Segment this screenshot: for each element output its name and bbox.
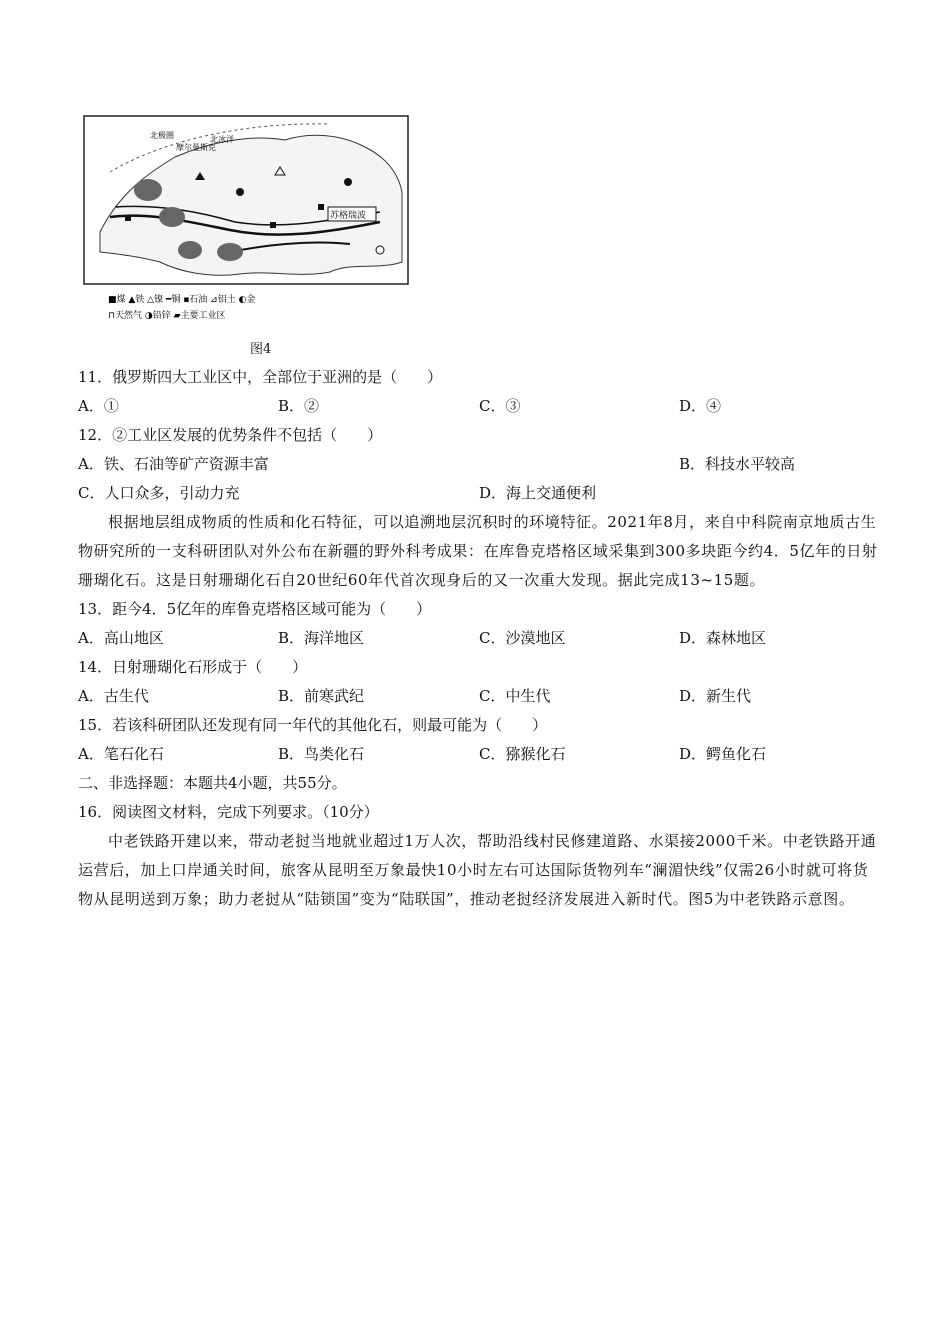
polar-circle-label: 北极圈	[150, 131, 174, 140]
legend-row-1: ■煤 ▲铁 △镍 ━铜 ▪石油 ⊿铝土 ◐金	[108, 295, 256, 305]
q11-options	[78, 392, 878, 421]
q11-option-c[interactable]: C．③	[479, 397, 521, 415]
q14-option-c[interactable]: C．中生代	[479, 687, 551, 705]
industrial-region-2	[159, 207, 185, 227]
q13-option-a[interactable]: A．高山地区	[78, 629, 164, 647]
q15-stem: 15．若该科研团队还发现有同一年代的其他化石，则最可能为（ ）	[78, 716, 548, 734]
murmansk-label: 摩尔曼斯克	[176, 143, 216, 152]
q13-option-d[interactable]: D．森林地区	[679, 629, 767, 647]
industrial-region-1	[134, 179, 162, 201]
q11-option-d[interactable]: D．④	[679, 397, 722, 415]
legend-row-2: ⊓天然气 ◑铅锌 ▰主要工业区	[108, 311, 226, 321]
q13-option-b[interactable]: B．海洋地区	[278, 629, 365, 647]
q14-option-b[interactable]: B．前寒武纪	[278, 687, 365, 705]
q15-option-c[interactable]: C．猕猴化石	[479, 745, 566, 763]
questions-block	[78, 363, 878, 914]
region-label-text: 苏格瑞波	[330, 211, 367, 221]
q12-option-a[interactable]: A．铁、石油等矿产资源丰富	[78, 455, 269, 473]
q15-options	[78, 740, 878, 769]
q13-option-c[interactable]: C．沙漠地区	[479, 629, 566, 647]
q12-option-b[interactable]: B．科技水平较高	[679, 455, 796, 473]
passage-railway	[78, 827, 878, 914]
q11-option-a[interactable]: A．①	[78, 397, 119, 415]
figure-caption: 图4	[250, 342, 272, 357]
russia-industry-map	[80, 112, 412, 337]
coal-marker	[125, 215, 131, 221]
q14-option-d[interactable]: D．新生代	[679, 687, 752, 705]
q12-options-row2	[78, 479, 878, 508]
arctic-ocean-label: 北冰洋	[210, 135, 234, 144]
q15-option-a[interactable]: A．笔石化石	[78, 745, 164, 763]
q14-stem: 14．日射珊瑚化石形成于（ ）	[78, 658, 308, 676]
passage-fossils	[78, 508, 878, 595]
map-svg	[80, 112, 412, 337]
gold-marker	[236, 188, 244, 196]
q12-options-row1	[78, 450, 878, 479]
coal-marker	[318, 204, 324, 210]
q14-options	[78, 682, 878, 711]
industrial-region-3	[178, 241, 202, 259]
q14-option-a[interactable]: A．古生代	[78, 687, 149, 705]
industrial-region-4	[217, 243, 243, 261]
q13-options	[78, 624, 878, 653]
gold-marker	[344, 178, 352, 186]
q12-option-d[interactable]: D．海上交通便利	[479, 484, 597, 502]
q11-stem: 11．俄罗斯四大工业区中，全部位于亚洲的是（ ）	[78, 368, 443, 386]
section-2-heading: 二、非选择题：本题共4小题，共55分。	[78, 774, 347, 792]
q11-option-b[interactable]: B．②	[278, 397, 320, 415]
q12-stem: 12．②工业区发展的优势条件不包括（ ）	[78, 426, 383, 444]
q15-option-b[interactable]: B．鸟类化石	[278, 745, 365, 763]
q13-stem: 13．距今4．5亿年的库鲁克塔格区域可能为（ ）	[78, 600, 432, 618]
q16-stem: 16．阅读图文材料，完成下列要求。（10分）	[78, 803, 379, 821]
coal-marker	[270, 222, 276, 228]
passage-fossils-text: 根据地层组成物质的性质和化石特征，可以追溯地层沉积时的环境特征。2021年8月，来自中科院南京地质古生物研究所的一支科研团队对外公布在新疆的野外科考成果：在库鲁克塔格区域采集到300多块距今约4．5亿年的日射珊瑚化石。这是日射珊瑚化石自20世纪60年代首次现身后的又一次重大发现。据此完成13~15题。	[78, 513, 878, 589]
passage-railway-text: 中老铁路开建以来，带动老挝当地就业超过1万人次，帮助沿线村民修建道路、水渠接2000千米。中老铁路开通运营后，加上口岸通关时间，旅客从昆明至万象最快10小时左右可达国际货物列车“澜湄快线”仅需26小时就可将货物从昆明送到万象；助力老挝从“陆锁国”变为“陆联国”，推动老挝经济发展进入新时代。图5为中老铁路示意图。	[78, 832, 877, 908]
q12-option-c[interactable]: C．人口众多，引动力充	[78, 484, 240, 502]
q15-option-d[interactable]: D．鳄鱼化石	[679, 745, 767, 763]
